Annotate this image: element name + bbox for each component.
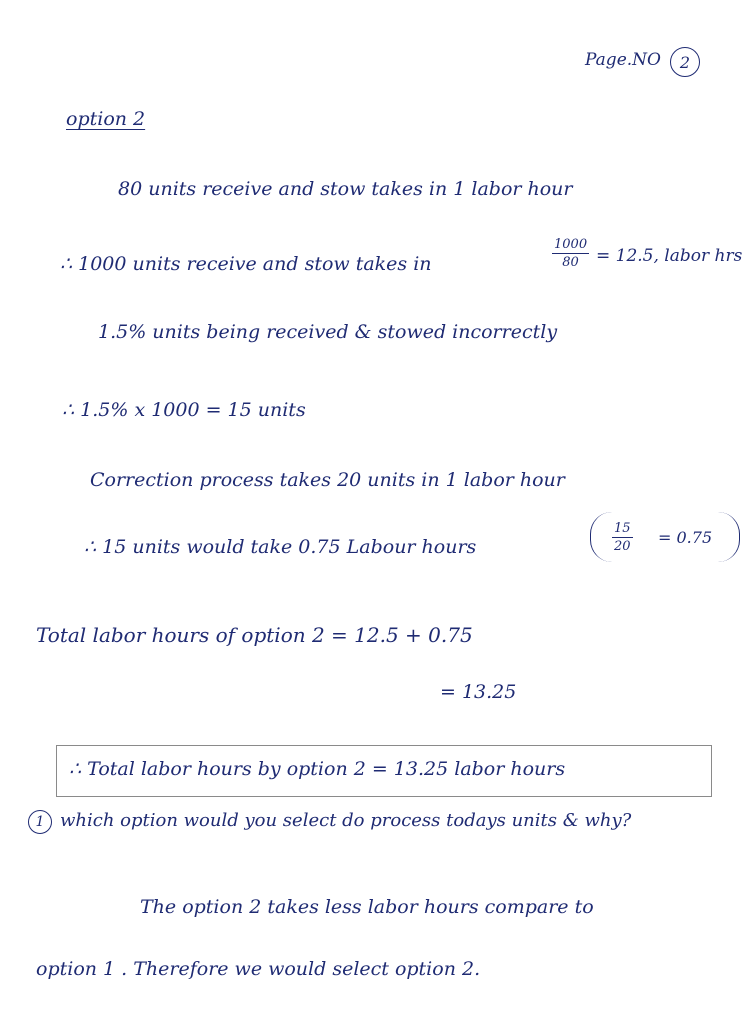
rate-line: 80 units receive and stow takes in 1 labor hour	[118, 178, 573, 200]
page-number-label: Page.NO	[585, 50, 661, 70]
question-number-circle	[28, 810, 52, 834]
boxed-summary-text: ∴ Total labor hours by option 2 = 13.25 labor hours	[69, 758, 566, 780]
page-number-value: 2	[679, 53, 691, 72]
scaled-line: ∴ 1000 units receive and stow takes in	[60, 253, 432, 275]
answer-line-1: The option 2 takes less labor hours compare to	[140, 896, 594, 918]
correction-fraction-numerator: 15	[614, 521, 631, 536]
question-number: 1	[35, 814, 45, 830]
scaled-fraction-numerator: 1000	[554, 237, 588, 252]
boxed-summary	[56, 745, 712, 797]
answer-line-2: option 1 . Therefore we would select option 2.	[36, 958, 481, 980]
incorrect-calc-line: ∴ 1.5% x 1000 = 15 units	[62, 399, 306, 421]
correction-fraction	[612, 522, 633, 553]
scaled-fraction	[552, 238, 589, 269]
correction-fraction-denominator: 20	[614, 539, 631, 554]
total-value: = 13.25	[440, 681, 517, 703]
total-line: Total labor hours of option 2 = 12.5 + 0.75	[36, 623, 473, 647]
question-text: which option would you select do process todays units & why?	[60, 810, 632, 831]
incorrect-line: 1.5% units being received & stowed incorrectly	[98, 321, 558, 343]
scaled-fraction-denominator: 80	[562, 255, 579, 270]
correction-calc-line: ∴ 15 units would take 0.75 Labour hours	[84, 536, 477, 558]
correction-result: = 0.75	[658, 528, 713, 547]
option-heading: option 2	[66, 108, 146, 130]
correction-line: Correction process takes 20 units in 1 labor hour	[90, 469, 565, 491]
scaled-result: = 12.5, labor hrs	[596, 246, 743, 266]
page-number-circle	[670, 47, 700, 77]
